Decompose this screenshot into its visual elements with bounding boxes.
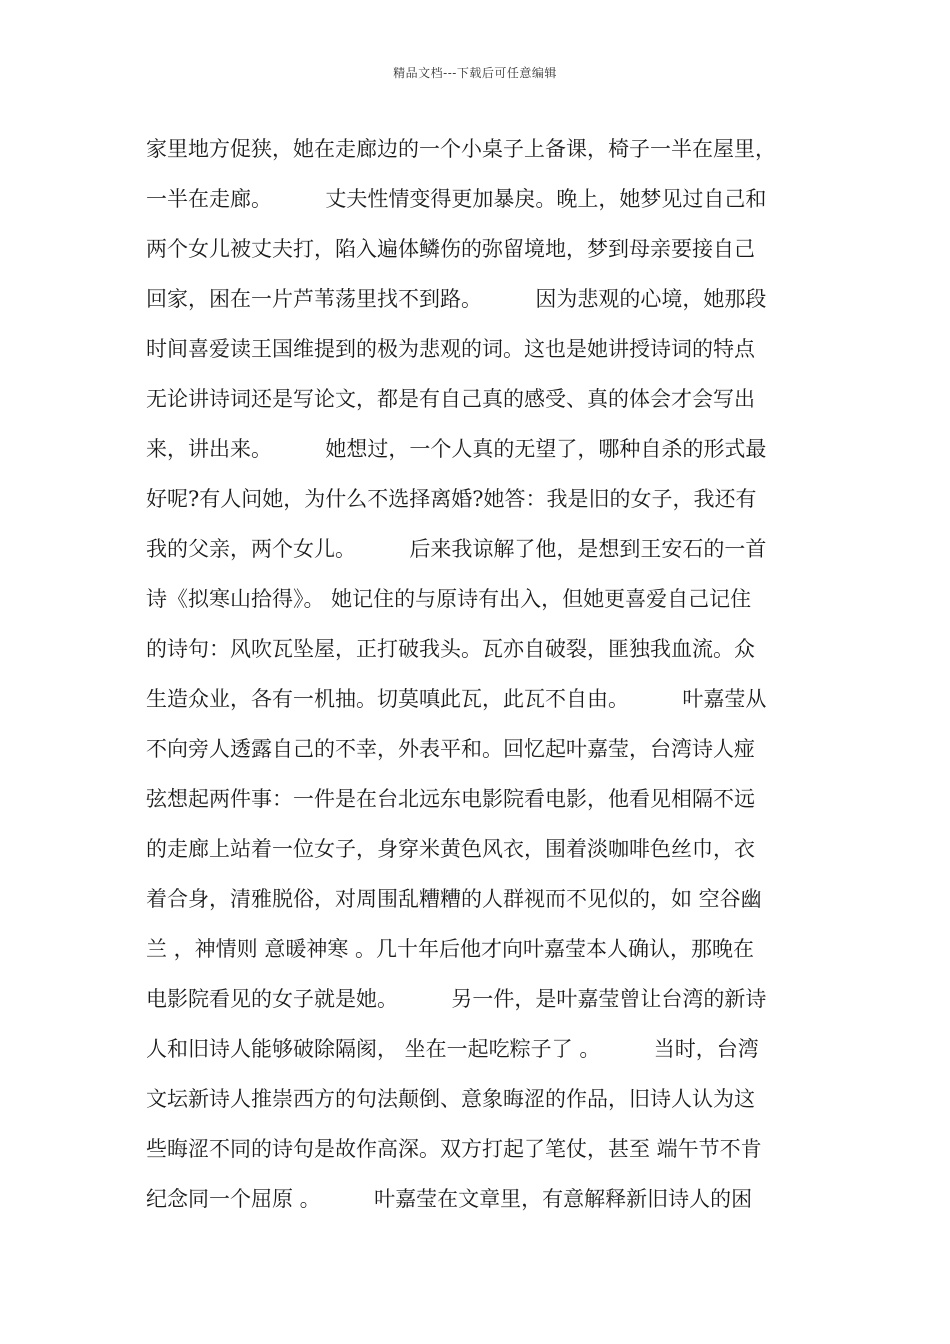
text-line: 兰 ，神情则 意暖神寒 。几十年后他才向叶嘉莹本人确认，那晚在 bbox=[146, 937, 755, 961]
text-line: 两个女儿被丈夫打，陷入遍体鳞伤的弥留境地，梦到母亲要接自己 bbox=[146, 237, 755, 261]
text-line: 的走廊上站着一位女子，身穿米黄色风衣，围着淡咖啡色丝巾，衣 bbox=[146, 837, 755, 861]
text-line: 电影院看见的女子就是她。 另一件，是叶嘉莹曾让台湾的新诗 bbox=[146, 987, 767, 1011]
text-line: 纪念同一个屈原 。 叶嘉莹在文章里，有意解释新旧诗人的困 bbox=[146, 1187, 753, 1211]
text-line: 家里地方促狭，她在走廊边的一个小桌子上备课，椅子一半在屋里， bbox=[146, 137, 776, 161]
text-line: 文坛新诗人推崇西方的句法颠倒、意象晦涩的作品，旧诗人认为这 bbox=[146, 1087, 755, 1111]
text-line: 诗《拟寒山拾得》。 她记住的与原诗有出入，但她更喜爱自己记住 bbox=[146, 587, 752, 611]
page-header: 精品文档---下载后可任意编辑 bbox=[393, 66, 557, 80]
text-line: 来，讲出来。 她想过，一个人真的无望了，哪种自杀的形式最 bbox=[146, 437, 767, 461]
text-line: 着合身，清雅脱俗，对周围乱糟糟的人群视而不见似的，如 空谷幽 bbox=[146, 887, 762, 911]
body-text bbox=[146, 130, 812, 1230]
text-line: 的诗句：风吹瓦坠屋，正打破我头。瓦亦自破裂，匪独我血流。众 bbox=[146, 637, 755, 661]
text-line: 些晦涩不同的诗句是故作高深。双方打起了笔仗，甚至 端午节不肯 bbox=[146, 1137, 762, 1161]
text-line: 人和旧诗人能够破除隔阂， 坐在一起吃粽子了 。 当时，台湾 bbox=[146, 1037, 759, 1061]
text-line: 回家，困在一片芦苇荡里找不到路。 因为悲观的心境，她那段 bbox=[146, 287, 767, 311]
text-line: 不向旁人透露自己的不幸，外表平和。回忆起叶嘉莹，台湾诗人痖 bbox=[146, 737, 755, 761]
text-line: 好呢?有人问她，为什么不选择离婚?她答：我是旧的女子，我还有 bbox=[146, 487, 757, 511]
text-line: 弦想起两件事：一件是在台北远东电影院看电影，他看见相隔不远 bbox=[146, 787, 755, 811]
text-line: 无论讲诗词还是写论文，都是有自己真的感受、真的体会才会写出 bbox=[146, 387, 755, 411]
text-line: 时间喜爱读王国维提到的极为悲观的词。这也是她讲授诗词的特点 bbox=[146, 337, 755, 361]
text-line: 一半在走廊。 丈夫性情变得更加暴戾。晚上，她梦见过自己和 bbox=[146, 187, 767, 211]
text-line: 生造众业，各有一机抽。切莫嗔此瓦，此瓦不自由。 叶嘉莹从 bbox=[146, 687, 767, 711]
text-line: 我的父亲，两个女儿。 后来我谅解了他，是想到王安石的一首 bbox=[146, 537, 767, 561]
